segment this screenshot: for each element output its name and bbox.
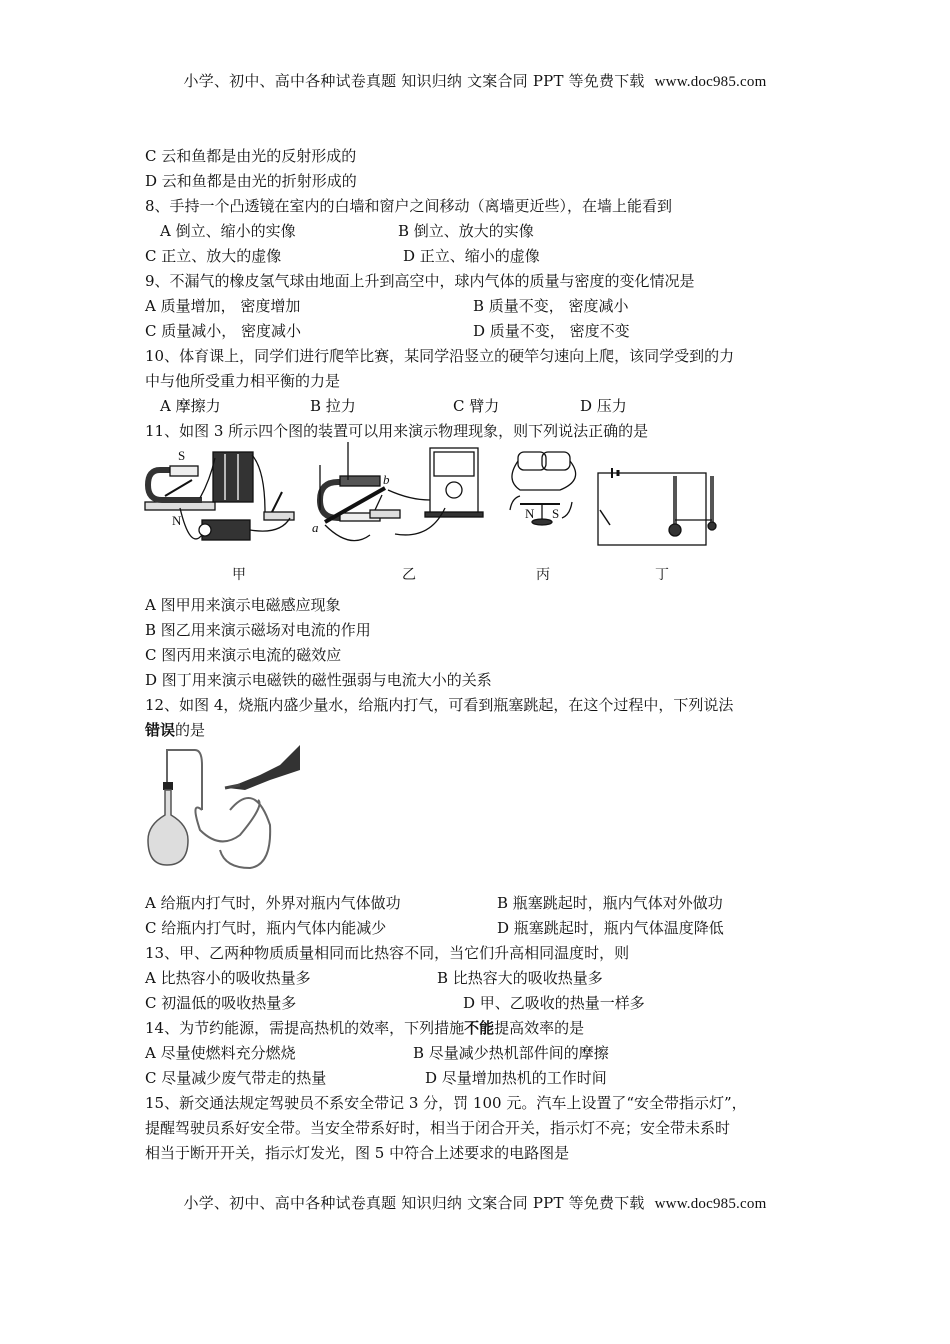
q14-option-c: C 尽量减少废气带走的热量 bbox=[145, 1069, 327, 1087]
q9-option-a: A 质量增加， 密度增加 bbox=[145, 297, 301, 315]
figure-label-jia: 甲 bbox=[232, 567, 246, 583]
figure-3 bbox=[140, 440, 820, 585]
q9-option-c: C 质量减小， 密度减小 bbox=[145, 322, 302, 340]
q15-stem-line2: 提醒驾驶员系好安全带。当安全带系好时，相当于闭合开关，指示灯不亮；安全带未系时 bbox=[145, 1119, 731, 1137]
q15-stem-line1: 15、新交通法规定驾驶员不系安全带记 3 分，罚 100 元。汽车上设置了“安全带指示灯”， bbox=[145, 1094, 747, 1112]
q12-option-d: D 瓶塞跳起时，瓶内气体温度降低 bbox=[497, 919, 724, 937]
figure-4 bbox=[140, 740, 305, 870]
q7-option-d: D 云和鱼都是由光的折射形成的 bbox=[145, 172, 357, 190]
figure-mark-s2: S bbox=[552, 506, 560, 521]
q14-option-a: A 尽量使燃料充分燃烧 bbox=[145, 1044, 296, 1062]
q12-stem-line2 bbox=[145, 720, 205, 740]
q14-emphasis: 不能 bbox=[464, 1019, 495, 1037]
q14-stem-pre: 14、为节约能源，需提高热机的效率，下列措施 bbox=[145, 1019, 465, 1037]
figure-label-bing: 丙 bbox=[536, 567, 550, 583]
page-footer bbox=[0, 1192, 950, 1213]
q10-option-b: B 拉力 bbox=[310, 397, 356, 415]
q7-option-c: C 云和鱼都是由光的反射形成的 bbox=[145, 147, 357, 165]
q12-emphasis: 错误 bbox=[145, 721, 176, 739]
q12-stem-rest: 的是 bbox=[175, 721, 206, 739]
q10-option-d: D 压力 bbox=[580, 397, 627, 415]
footer-url: www.doc985.com bbox=[654, 1196, 767, 1212]
q11-option-b: B 图乙用来演示磁场对电流的作用 bbox=[145, 621, 371, 639]
q13-option-b: B 比热容大的吸收热量多 bbox=[437, 969, 603, 987]
q13-option-a: A 比热容小的吸收热量多 bbox=[145, 969, 311, 987]
q12-option-c: C 给瓶内打气时，瓶内气体内能减少 bbox=[145, 919, 387, 937]
q11-option-c: C 图丙用来演示电流的磁效应 bbox=[145, 646, 342, 664]
q8-option-c: C 正立、放大的虚像 bbox=[145, 247, 282, 265]
q13-stem: 13、甲、乙两种物质质量相同而比热容不同，当它们升高相同温度时，则 bbox=[145, 944, 630, 962]
q14-stem bbox=[145, 1018, 584, 1038]
q11-option-a: A 图甲用来演示电磁感应现象 bbox=[145, 596, 341, 614]
figure-mark-s1: S bbox=[178, 448, 186, 463]
header-text: 小学、初中、高中各种试卷真题 知识归纳 文案合同 PPT 等免费下载 bbox=[183, 72, 645, 90]
header-url: www.doc985.com bbox=[654, 74, 767, 90]
q10-option-a: A 摩擦力 bbox=[160, 397, 221, 415]
page-header bbox=[0, 70, 950, 91]
q12-option-b: B 瓶塞跳起时，瓶内气体对外做功 bbox=[497, 894, 723, 912]
q8-option-a: A 倒立、缩小的实像 bbox=[160, 222, 296, 240]
figure-label-yi: 乙 bbox=[402, 567, 416, 583]
q14-stem-post: 提高效率的是 bbox=[494, 1019, 585, 1037]
q11-stem: 11、如图 3 所示四个图的装置可以用来演示物理现象，则下列说法正确的是 bbox=[145, 422, 649, 440]
q9-option-d: D 质量不变， 密度不变 bbox=[473, 322, 630, 340]
q13-option-d: D 甲、乙吸收的热量一样多 bbox=[463, 994, 645, 1012]
q15-stem-line3: 相当于断开开关，指示灯发光，图 5 中符合上述要求的电路图是 bbox=[145, 1144, 570, 1162]
flask-pump-illustration bbox=[140, 740, 305, 870]
q13-option-c: C 初温低的吸收热量多 bbox=[145, 994, 297, 1012]
q12-stem-line1: 12、如图 4，烧瓶内盛少量水，给瓶内打气，可看到瓶塞跳起，在这个过程中，下列说法 bbox=[145, 696, 734, 714]
q10-option-c: C 臂力 bbox=[453, 397, 500, 415]
figure-mark-n2: N bbox=[525, 506, 535, 521]
footer-text: 小学、初中、高中各种试卷真题 知识归纳 文案合同 PPT 等免费下载 bbox=[183, 1194, 645, 1212]
figure-mark-n1: N bbox=[172, 513, 182, 528]
q9-option-b: B 质量不变， 密度减小 bbox=[473, 297, 629, 315]
q14-option-b: B 尽量减少热机部件间的摩擦 bbox=[413, 1044, 609, 1062]
figure-label-ding: 丁 bbox=[655, 567, 669, 583]
q10-stem-line1: 10、体育课上，同学们进行爬竿比赛，某同学沿竖立的硬竿匀速向上爬，该同学受到的力 bbox=[145, 347, 735, 365]
q10-stem-line2: 中与他所受重力相平衡的力是 bbox=[145, 372, 341, 390]
q8-option-b: B 倒立、放大的实像 bbox=[398, 222, 534, 240]
q11-option-d: D 图丁用来演示电磁铁的磁性强弱与电流大小的关系 bbox=[145, 671, 492, 689]
figure-mark-b: b bbox=[383, 472, 390, 487]
q8-stem: 8、手持一个凸透镜在室内的白墙和窗户之间移动（离墙更近些），在墙上能看到 bbox=[145, 197, 673, 215]
q12-option-a: A 给瓶内打气时，外界对瓶内气体做功 bbox=[145, 894, 401, 912]
q8-option-d: D 正立、缩小的虚像 bbox=[403, 247, 540, 265]
figure-mark-a: a bbox=[312, 520, 319, 535]
q14-option-d: D 尽量增加热机的工作时间 bbox=[425, 1069, 607, 1087]
q9-stem: 9、不漏气的橡皮氢气球由地面上升到高空中，球内气体的质量与密度的变化情况是 bbox=[145, 272, 695, 290]
